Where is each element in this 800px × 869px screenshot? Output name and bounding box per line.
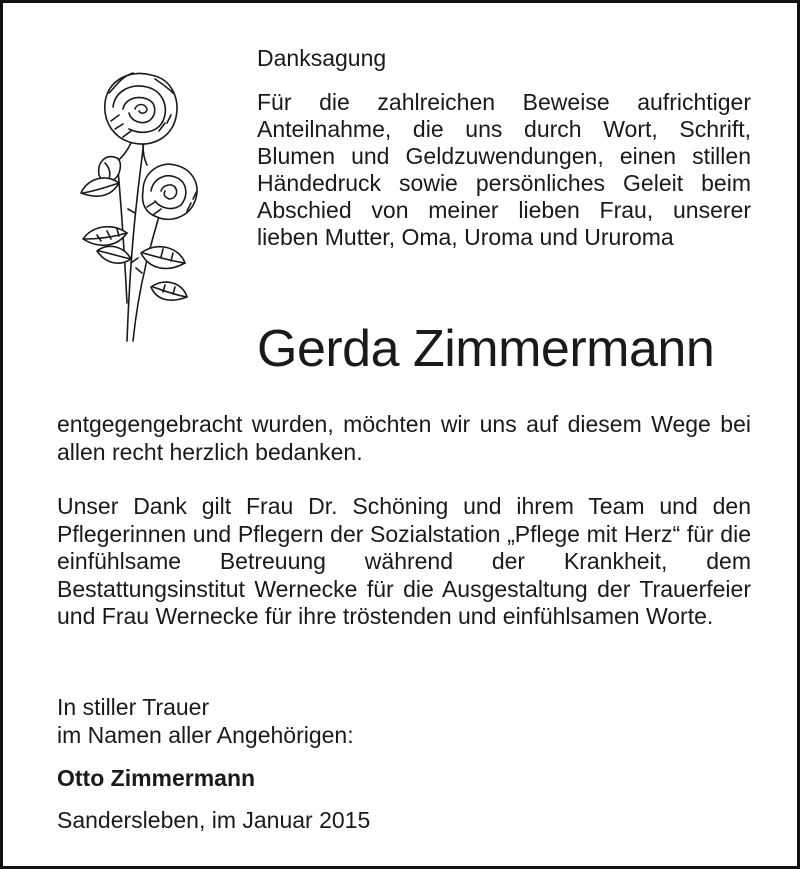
closing-line-relatives: im Namen aller Angehörigen:	[57, 722, 354, 748]
notice-heading: Danksagung	[257, 45, 387, 71]
gratitude-paragraph: Unser Dank gilt Frau Dr. Schöning und ihrem Team und den Pflegerinnen und Pflegern der Sozialstation „Pflege mit Herz“ für die einfühlsame Betreuung während der Krankheit, dem Bestattungsinstitut Wernecke für die Ausgestaltung der Trauerfeier und Frau Wernecke für ihre tröstenden und einfühlsamen Worte.	[57, 493, 751, 629]
signer-name: Otto Zimmermann	[57, 765, 256, 791]
intro-paragraph: Für die zahlreichen Beweise aufrichtiger Anteilnahme, die uns durch Wort, Schrift, Blumen und Geldzuwendungen, einen stillen Händedruck sowie persönliches Geleit beim Abschied von meiner lieben Frau, unserer lieben Mutter, Oma, Uroma und Ururoma	[257, 89, 751, 250]
place-date: Sandersleben, im Januar 2015	[57, 807, 371, 833]
closing-line-mourning: In stiller Trauer	[57, 694, 210, 720]
thanks-paragraph: entgegengebracht wurden, möchten wir uns auf diesem Wege bei allen recht herzlich bedanken.	[57, 411, 751, 465]
rose-illustration-icon	[47, 63, 217, 343]
deceased-name: Gerda Zimmermann	[257, 320, 715, 378]
closing-block	[57, 693, 354, 749]
